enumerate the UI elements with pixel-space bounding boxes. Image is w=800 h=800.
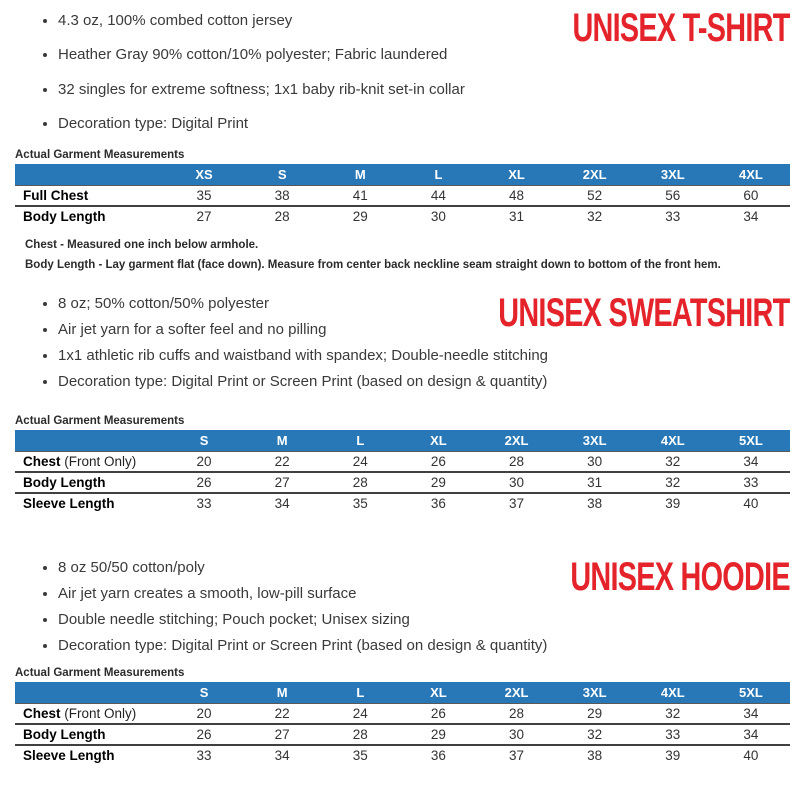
row-label: Body Length <box>23 209 106 224</box>
measurement-value: 32 <box>665 705 681 721</box>
measurement-value: 35 <box>352 747 368 763</box>
bullet-item: • Air jet yarn for a softer feel and no pilling <box>58 321 790 338</box>
measurement-value: 32 <box>665 474 681 490</box>
measurement-value: 31 <box>587 474 603 490</box>
size-col-header-4xl: 4XL <box>712 164 790 186</box>
measurement-value: 38 <box>274 188 290 203</box>
measurement-value: 44 <box>430 188 446 203</box>
measurement-value: 31 <box>509 209 525 224</box>
measurement-value: 52 <box>587 188 603 203</box>
measurement-value: 27 <box>274 474 290 490</box>
row-label: Chest (Front Only) <box>23 705 137 721</box>
bullet-item: • 4.3 oz, 100% combed cotton jersey <box>58 12 790 29</box>
measurement-value: 32 <box>587 726 603 742</box>
measurement-value: 32 <box>587 209 603 224</box>
measurement-notes <box>15 239 790 273</box>
measurement-value: 29 <box>587 705 603 721</box>
section-hoodie <box>15 554 790 655</box>
table-label: Actual Garment Measurements <box>15 666 185 679</box>
measurement-value: 39 <box>665 747 681 763</box>
measurement-row <box>15 724 790 745</box>
row-label: Sleeve Length <box>23 747 115 763</box>
note-body-length: Body Length - Lay garment flat (face down). Measure from center back neckline seam straight down to bottom of the front hem. <box>25 258 721 271</box>
measurement-value: 34 <box>274 747 290 763</box>
measurement-value: 34 <box>743 705 759 721</box>
measurement-value: 32 <box>665 453 681 469</box>
size-col-header-m: M <box>243 682 321 704</box>
measurement-value: 29 <box>430 726 446 742</box>
measurement-value: 28 <box>274 209 290 224</box>
table-label: Actual Garment Measurements <box>15 149 185 161</box>
measurement-row <box>15 451 790 472</box>
size-col-header-xs: XS <box>165 164 243 186</box>
bullet-item: • Decoration type: Digital Print or Screen Print (based on design & quantity) <box>58 637 790 654</box>
measurement-value: 37 <box>509 495 525 511</box>
measurement-value: 33 <box>196 747 212 763</box>
size-header-row <box>15 430 790 452</box>
measurement-value: 27 <box>274 726 290 742</box>
size-col-header-5xl: 5XL <box>712 682 790 704</box>
hoodie-table-block <box>15 667 790 765</box>
measurement-value: 28 <box>352 726 368 742</box>
bullet-item: • 8 oz 50/50 cotton/poly <box>58 559 790 576</box>
measurement-value: 34 <box>743 209 759 224</box>
tshirt-heading: UNISEX T-SHIRT <box>572 6 790 50</box>
measurement-value: 38 <box>587 495 603 511</box>
measurement-value: 33 <box>196 495 212 511</box>
measurement-value: 29 <box>352 209 368 224</box>
measurement-value: 30 <box>509 474 525 490</box>
measurement-value: 28 <box>509 705 525 721</box>
measurement-value: 22 <box>274 453 290 469</box>
note-chest: Chest - Measured one inch below armhole. <box>25 239 259 251</box>
size-col-header-xl: XL <box>399 682 477 704</box>
measurement-value: 33 <box>665 209 681 224</box>
row-label: Body Length <box>23 726 106 742</box>
measurement-value: 24 <box>352 705 368 721</box>
size-col-header-2xl: 2XL <box>478 430 556 452</box>
measurement-value: 30 <box>587 453 603 469</box>
measurement-value: 26 <box>430 453 446 469</box>
measurement-value: 20 <box>196 705 212 721</box>
size-col-header-l: L <box>321 430 399 452</box>
size-col-header-xl: XL <box>399 430 477 452</box>
measurement-row <box>15 472 790 493</box>
measurement-value: 40 <box>743 495 759 511</box>
measurement-value: 35 <box>352 495 368 511</box>
size-col-header-m: M <box>243 430 321 452</box>
measurement-value: 26 <box>196 726 212 742</box>
measurement-value: 36 <box>430 747 446 763</box>
size-col-header-3xl: 3XL <box>556 682 634 704</box>
hoodie-heading: UNISEX HOODIE <box>570 554 790 599</box>
size-col-header-5xl: 5XL <box>712 430 790 452</box>
measurement-value: 28 <box>509 453 525 469</box>
measurement-value: 37 <box>509 747 525 763</box>
measurement-value: 38 <box>587 747 603 763</box>
measurement-value: 27 <box>196 209 212 224</box>
size-header-row <box>15 682 790 704</box>
size-col-header-3xl: 3XL <box>634 164 712 186</box>
row-label: Sleeve Length <box>23 495 115 511</box>
bullet-item: • 32 singles for extreme softness; 1x1 baby rib-knit set-in collar <box>58 81 790 98</box>
size-col-header-xl: XL <box>478 164 556 186</box>
bullet-item: • Double needle stitching; Pouch pocket; Unisex sizing <box>58 611 790 628</box>
measurement-value: 39 <box>665 495 681 511</box>
measurement-value: 33 <box>743 474 759 490</box>
size-col-header-4xl: 4XL <box>634 430 712 452</box>
measurement-value: 22 <box>274 705 290 721</box>
bullet-item: • Air jet yarn creates a smooth, low-pill surface <box>58 585 790 602</box>
measurement-value: 34 <box>274 495 290 511</box>
label-col-header <box>15 164 165 186</box>
size-col-header-l: L <box>399 164 477 186</box>
size-col-header-s: S <box>243 164 321 186</box>
hoodie-size-table <box>15 682 790 765</box>
measurement-value: 56 <box>665 188 681 203</box>
measurement-value: 60 <box>743 188 759 203</box>
size-col-header-m: M <box>321 164 399 186</box>
measurement-value: 34 <box>743 726 759 742</box>
bullet-item: • 1x1 athletic rib cuffs and waistband with spandex; Double-needle stitching <box>58 347 790 364</box>
measurement-value: 35 <box>196 188 212 203</box>
label-col-header <box>15 682 165 704</box>
row-label: Body Length <box>23 474 106 490</box>
row-label: Full Chest <box>23 188 89 203</box>
measurement-value: 30 <box>430 209 446 224</box>
measurement-value: 33 <box>665 726 681 742</box>
measurement-row <box>15 206 790 226</box>
measurement-value: 30 <box>509 726 525 742</box>
section-sweatshirt <box>15 290 790 391</box>
table-label: Actual Garment Measurements <box>15 414 185 427</box>
size-header-row <box>15 164 790 186</box>
measurement-value: 36 <box>430 495 446 511</box>
size-col-header-4xl: 4XL <box>634 682 712 704</box>
measurement-value: 29 <box>430 474 446 490</box>
section-tshirt <box>15 6 790 132</box>
measurement-row <box>15 186 790 207</box>
tshirt-table-block <box>15 149 790 226</box>
size-col-header-2xl: 2XL <box>478 682 556 704</box>
measurement-value: 48 <box>509 188 525 203</box>
bullet-item: • 8 oz; 50% cotton/50% polyester <box>58 295 790 312</box>
bullet-item: • Heather Gray 90% cotton/10% polyester; Fabric laundered <box>58 46 790 63</box>
tshirt-size-table <box>15 164 790 226</box>
size-col-header-2xl: 2XL <box>556 164 634 186</box>
measurement-value: 24 <box>352 453 368 469</box>
measurement-value: 34 <box>743 453 759 469</box>
measurement-value: 26 <box>430 705 446 721</box>
size-col-header-s: S <box>165 430 243 452</box>
measurement-value: 26 <box>196 474 212 490</box>
measurement-value: 40 <box>743 747 759 763</box>
row-label: Chest (Front Only) <box>23 453 137 469</box>
measurement-value: 41 <box>352 188 368 203</box>
measurement-row <box>15 745 790 765</box>
bullet-item: • Decoration type: Digital Print or Screen Print (based on design & quantity) <box>58 373 790 390</box>
size-col-header-s: S <box>165 682 243 704</box>
measurement-row <box>15 703 790 724</box>
label-col-header <box>15 430 165 452</box>
bullet-item: • Decoration type: Digital Print <box>58 115 790 132</box>
measurement-value: 20 <box>196 453 212 469</box>
size-col-header-l: L <box>321 682 399 704</box>
sweatshirt-size-table <box>15 430 790 513</box>
measurement-row <box>15 493 790 513</box>
sweatshirt-table-block <box>15 415 790 513</box>
measurement-value: 28 <box>352 474 368 490</box>
sweatshirt-heading: UNISEX SWEATSHIRT <box>498 290 790 335</box>
size-col-header-3xl: 3XL <box>556 430 634 452</box>
